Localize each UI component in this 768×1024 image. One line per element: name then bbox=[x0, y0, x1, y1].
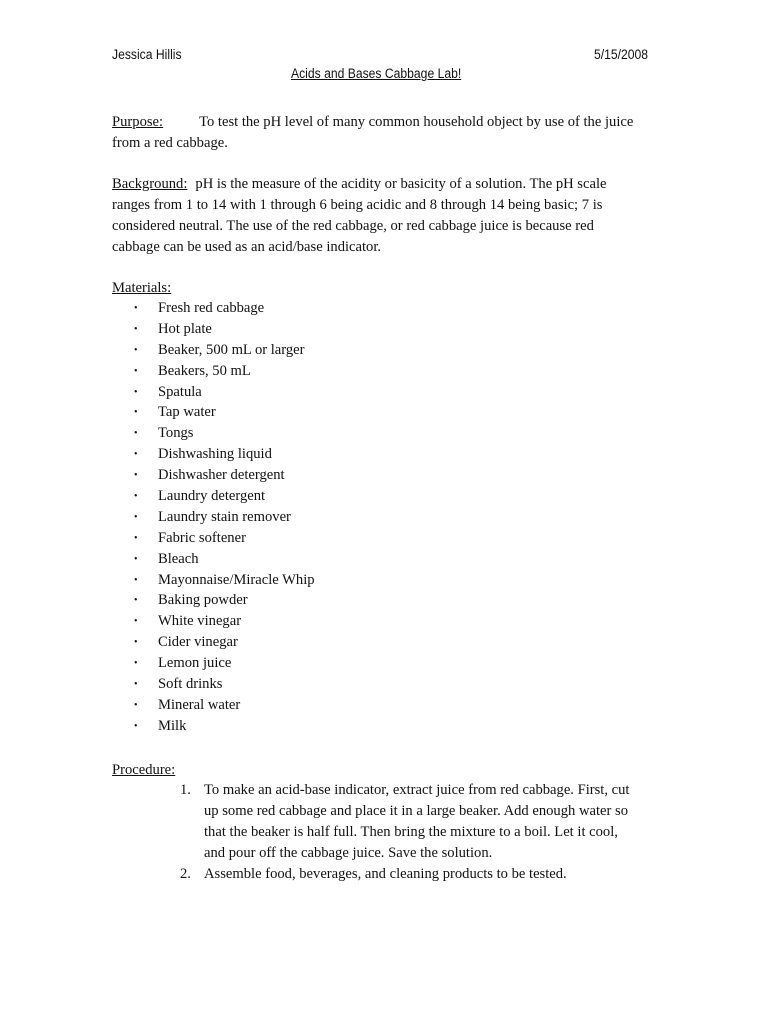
materials-item bbox=[134, 716, 315, 737]
bullet-icon: • bbox=[134, 679, 138, 691]
background-text-4: cabbage can be used as an acid/base indicator. bbox=[112, 239, 382, 255]
background-text-1: pH is the measure of the acidity or basicity of a solution. The pH scale bbox=[195, 176, 607, 192]
procedure-step bbox=[180, 864, 650, 885]
materials-item bbox=[134, 611, 315, 632]
background-text-3: considered neutral. The use of the red cabbage, or red cabbage juice is because red bbox=[112, 218, 594, 234]
materials-item-label: Fresh red cabbage bbox=[158, 300, 265, 316]
bullet-icon: • bbox=[134, 720, 138, 732]
procedure-step-line: Assemble food, beverages, and cleaning products to be tested. bbox=[204, 866, 567, 882]
bullet-icon: • bbox=[134, 658, 138, 670]
materials-item-label: Spatula bbox=[158, 383, 202, 400]
materials-item bbox=[134, 361, 315, 382]
procedure-step-line: and pour off the cabbage juice. Save the solution. bbox=[204, 845, 493, 861]
materials-item bbox=[134, 465, 315, 486]
bullet-icon: • bbox=[134, 386, 138, 398]
materials-item-label: Soft drinks bbox=[158, 676, 223, 693]
bullet-icon: • bbox=[134, 323, 138, 335]
materials-item-label: Hot plate bbox=[158, 320, 212, 337]
bullet-icon: • bbox=[134, 553, 138, 565]
bullet-icon: • bbox=[134, 407, 138, 419]
materials-item bbox=[134, 444, 315, 465]
materials-item bbox=[134, 528, 315, 549]
materials-item-label: Beakers, 50 mL bbox=[158, 362, 251, 379]
materials-item bbox=[134, 298, 315, 319]
bullet-icon: • bbox=[134, 595, 138, 607]
materials-item-label: Milk bbox=[158, 717, 187, 734]
materials-item-label: Tap water bbox=[158, 404, 216, 421]
bullet-icon: • bbox=[134, 574, 138, 586]
materials-item bbox=[134, 423, 315, 444]
materials-item-label: Tongs bbox=[158, 425, 194, 442]
procedure-list bbox=[180, 780, 650, 885]
materials-item bbox=[134, 402, 315, 423]
bullet-icon: • bbox=[134, 303, 138, 314]
purpose-line-1 bbox=[112, 112, 660, 133]
materials-item-label: Beaker, 500 mL or larger bbox=[158, 341, 305, 358]
materials-item-label: Mayonnaise/Miracle Whip bbox=[158, 571, 315, 588]
background-section bbox=[112, 174, 660, 258]
document-title: Acids and Bases Cabbage Lab! bbox=[291, 66, 462, 81]
bullet-icon: • bbox=[134, 491, 138, 503]
procedure-step-line: To make an acid-base indicator, extract juice from red cabbage. First, cut bbox=[204, 782, 630, 798]
bullet-icon: • bbox=[134, 365, 138, 377]
purpose-text-2: from a red cabbage. bbox=[112, 135, 228, 151]
bullet-icon: • bbox=[134, 532, 138, 544]
materials-item-label: Fabric softener bbox=[158, 529, 246, 546]
bullet-icon: • bbox=[134, 470, 138, 482]
materials-item-label: Lemon juice bbox=[158, 655, 232, 672]
background-text-2: ranges from 1 to 14 with 1 through 6 being acidic and 8 through 14 being basic; 7 is bbox=[112, 197, 603, 213]
materials-item-label: Laundry stain remover bbox=[158, 508, 291, 525]
materials-item bbox=[134, 486, 315, 507]
bullet-icon: • bbox=[134, 449, 138, 461]
purpose-text-1: To test the pH level of many common household object by use of the juice bbox=[199, 114, 634, 130]
procedure-step-line: up some red cabbage and place it in a large beaker. Add enough water so bbox=[204, 803, 629, 819]
materials-item-label: Bleach bbox=[158, 550, 199, 567]
materials-label: Materials: bbox=[112, 280, 172, 296]
materials-item-label: Dishwasher detergent bbox=[158, 467, 285, 484]
materials-item bbox=[134, 549, 315, 570]
materials-item bbox=[134, 319, 315, 340]
materials-item bbox=[134, 695, 315, 716]
materials-item bbox=[134, 340, 315, 361]
author-name: Jessica Hillis bbox=[112, 47, 182, 62]
materials-item bbox=[134, 674, 315, 695]
bullet-icon: • bbox=[134, 344, 138, 356]
materials-item-label: White vinegar bbox=[158, 613, 242, 630]
procedure-label: Procedure: bbox=[112, 762, 176, 778]
materials-item-label: Baking powder bbox=[158, 592, 248, 609]
materials-list bbox=[134, 298, 315, 737]
materials-item bbox=[134, 632, 315, 653]
materials-item-label: Mineral water bbox=[158, 696, 241, 713]
purpose-label: Purpose: bbox=[112, 114, 164, 130]
background-line-1 bbox=[112, 174, 660, 195]
procedure-step-number: 2. bbox=[180, 866, 191, 882]
bullet-icon: • bbox=[134, 637, 138, 649]
materials-heading bbox=[112, 278, 660, 299]
procedure-step bbox=[180, 780, 650, 864]
bullet-icon: • bbox=[134, 699, 138, 711]
materials-item bbox=[134, 653, 315, 674]
materials-item-label: Laundry detergent bbox=[158, 488, 266, 505]
materials-item bbox=[134, 570, 315, 591]
materials-item-label: Cider vinegar bbox=[158, 634, 238, 651]
procedure-step-line: that the beaker is half full. Then bring the mixture to a boil. Let it cool, bbox=[204, 824, 618, 840]
procedure-heading bbox=[112, 760, 660, 781]
bullet-icon: • bbox=[134, 511, 138, 523]
bullet-icon: • bbox=[134, 428, 138, 440]
purpose-section bbox=[112, 112, 660, 154]
document-date: 5/15/2008 bbox=[594, 47, 649, 62]
procedure-step-number: 1. bbox=[180, 782, 191, 798]
materials-item bbox=[134, 382, 315, 403]
background-label: Background: bbox=[112, 176, 188, 192]
materials-item bbox=[134, 590, 315, 611]
materials-item-label: Dishwashing liquid bbox=[158, 446, 272, 463]
materials-item bbox=[134, 507, 315, 528]
bullet-icon: • bbox=[134, 616, 138, 628]
